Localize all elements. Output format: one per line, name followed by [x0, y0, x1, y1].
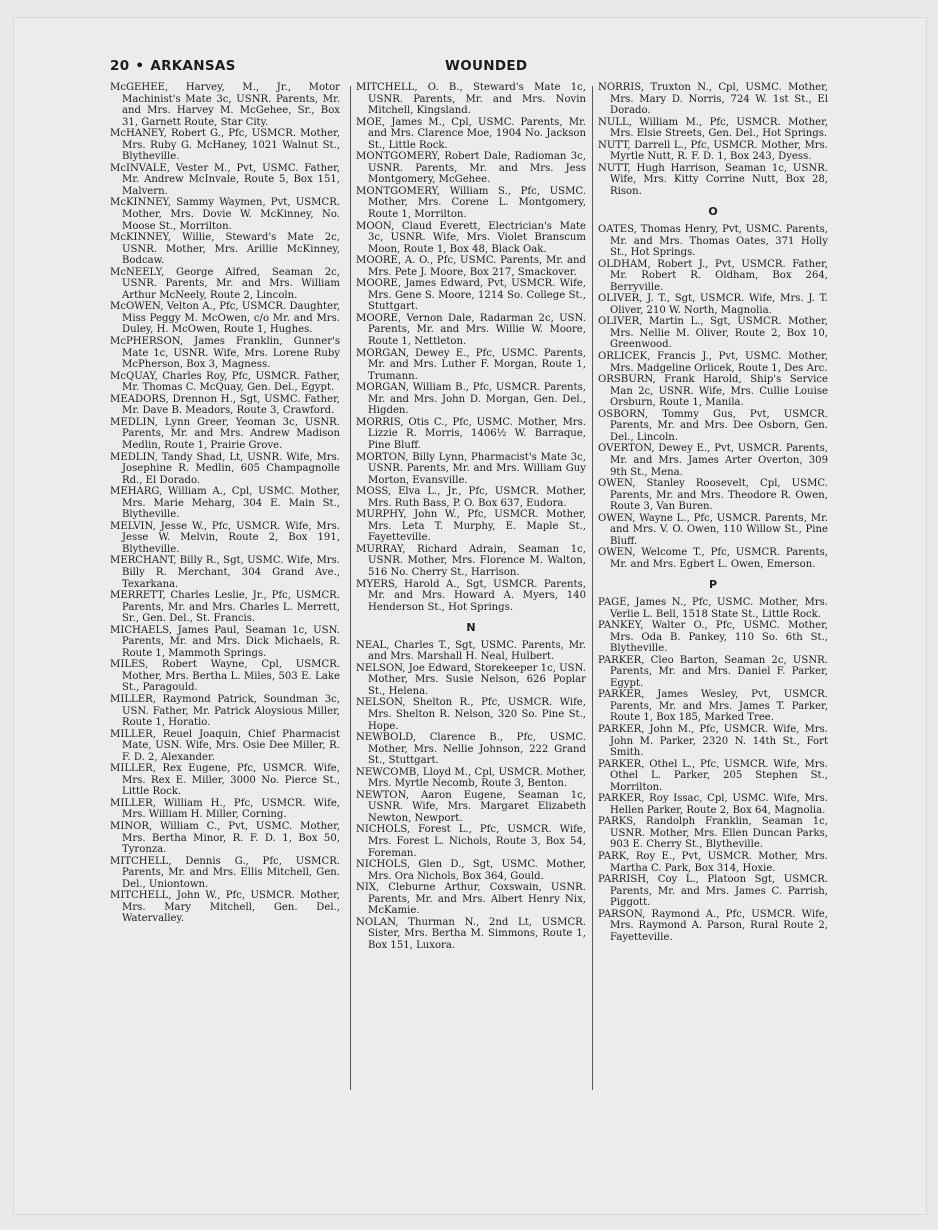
casualty-entry: NELSON, Joe Edward, Storekeeper 1c, USN. Mother, Mrs. Susie Nelson, 626 Poplar St., Helena. — [356, 662, 586, 697]
casualty-entry: NEAL, Charles T., Sgt, USMC. Parents, Mr. and Mrs. Marshall H. Neal, Hulbert. — [356, 639, 586, 663]
casualty-entry: MOORE, James Edward, Pvt, USMCR. Wife, Mrs. Gene S. Moore, 1214 So. College St., Stuttgart. — [356, 278, 586, 313]
casualty-entry: PANKEY, Walter O., Pfc, USMC. Mother, Mrs. Oda B. Pankey, 110 So. 6th St., Blytheville. — [598, 620, 828, 655]
casualty-entry: MITCHELL, John W., Pfc, USMCR. Mother, Mrs. Mary Mitchell, Gen. Del., Watervalley. — [110, 890, 340, 925]
casualty-entry: MORGAN, Dewey E., Pfc, USMC. Parents, Mr. and Mrs. Luther F. Morgan, Route 1, Trumann. — [356, 347, 586, 382]
casualty-entry: NICHOLS, Glen D., Sgt, USMC. Mother, Mrs. Ora Nichols, Box 364, Gould. — [356, 859, 586, 882]
casualty-entry: MICHAELS, James Paul, Seaman 1c, USN. Parents, Mr. and Mrs. Dick Michaels, R. Route 1, Mammoth Springs. — [110, 624, 340, 659]
casualty-entry: McHANEY, Robert G., Pfc, USMCR. Mother, Mrs. Ruby G. McHaney, 1021 Walnut St., Blytheville. — [110, 128, 340, 163]
casualty-entry: PARSON, Raymond A., Pfc, USMCR. Wife, Mrs. Raymond A. Parson, Rural Route 2, Fayetteville. — [598, 908, 828, 943]
casualty-entry: OATES, Thomas Henry, Pvt, USMC. Parents, Mr. and Mrs. Thomas Oates, 371 Holly St., Hot Springs. — [598, 224, 828, 259]
casualty-entry: MEDLIN, Lynn Greer, Yeoman 3c, USNR. Parents, Mr. and Mrs. Andrew Madison Medlin, Route 1, Prairie Grove. — [110, 416, 340, 451]
casualty-entry: McKINNEY, Willie, Steward's Mate 2c, USNR. Mother, Mrs. Arillie McKinney, Bodcaw. — [110, 232, 340, 267]
casualty-entry: MEHARG, William A., Cpl, USMC. Mother, Mrs. Marie Meharg, 304 E. Main St., Blytheville. — [110, 486, 340, 521]
casualty-entry: NUTT, Hugh Harrison, Seaman 1c, USNR. Wife, Mrs. Kitty Corrine Nutt, Box 28, Rison. — [598, 162, 828, 197]
column-divider — [350, 86, 351, 1090]
casualty-entry: OWEN, Welcome T., Pfc, USMCR. Parents, Mr. and Mrs. Egbert L. Owen, Emerson. — [598, 547, 828, 570]
casualty-entry: NOLAN, Thurman N., 2nd Lt, USMCR. Sister, Mrs. Bertha M. Simmons, Route 1, Box 151, Luxora. — [356, 916, 586, 951]
casualty-entry: MELVIN, Jesse W., Pfc, USMCR. Wife, Mrs. Jesse W. Melvin, Route 2, Box 191, Blytheville. — [110, 520, 340, 555]
casualty-entry: MERRETT, Charles Leslie, Jr., Pfc, USMCR. Parents, Mr. and Mrs. Charles L. Merrett, Sr., Gen. Del., St. Francis. — [110, 590, 340, 625]
casualty-entry: MITCHELL, Dennis G., Pfc, USMCR. Parents, Mr. and Mrs. Ellis Mitchell, Gen. Del., Uniontown. — [110, 855, 340, 890]
section-letter: P — [708, 578, 718, 592]
column-3 — [598, 82, 828, 943]
casualty-entry: OLDHAM, Robert J., Pvt, USMCR. Father, Mr. Robert R. Oldham, Box 264, Berryville. — [598, 258, 828, 293]
page-number: 20 — [110, 58, 130, 74]
casualty-entry: NEWCOMB, Lloyd M., Cpl, USMCR. Mother, Mrs. Myrtle Necomb, Route 3, Benton. — [356, 766, 586, 790]
casualty-entry: MILLER, Rex Eugene, Pfc, USMCR. Wife, Mrs. Rex E. Miller, 3000 No. Pierce St., Little Rock. — [110, 763, 340, 798]
casualty-entry: PARKER, Othel L., Pfc, USMCR. Wife, Mrs. Othel L. Parker, 205 Stephen St., Morrilton. — [598, 758, 828, 793]
casualty-entry: PARKER, Cleo Barton, Seaman 2c, USNR. Parents, Mr. and Mrs. Daniel F. Parker, Egypt. — [598, 654, 828, 689]
column-2 — [356, 82, 586, 951]
casualty-entry: MOORE, Vernon Dale, Radarman 2c, USN. Parents, Mr. and Mrs. Willie W. Moore, Route 1, Nettleton. — [356, 312, 586, 348]
casualty-entry: MERCHANT, Billy R., Sgt, USMC. Wife, Mrs. Billy R. Merchant, 304 Grand Ave., Texarkana. — [110, 555, 340, 590]
casualty-entry: ORLICEK, Francis J., Pvt, USMC. Mother, Mrs. Madgeline Orlicek, Route 1, Des Arc. — [598, 351, 828, 374]
casualty-entry: PARKER, John M., Pfc, USMCR. Wife, Mrs. John M. Parker, 2320 N. 14th St., Fort Smith. — [598, 723, 828, 759]
casualty-entry: MOE, James M., Cpl, USMC. Parents, Mr. and Mrs. Clarence Moe, 1904 No. Jackson St., Little Rock. — [356, 116, 586, 151]
casualty-entry: MILES, Robert Wayne, Cpl, USMCR. Mother, Mrs. Bertha L. Miles, 503 E. Lake St., Paragould. — [110, 659, 340, 694]
casualty-entry: OWEN, Wayne L., Pfc, USMCR. Parents, Mr. and Mrs. V. O. Owen, 110 Willow St., Pine Bluff. — [598, 512, 828, 547]
casualty-entry: MYERS, Harold A., Sgt, USMCR. Parents, Mr. and Mrs. Howard A. Myers, 140 Henderson St., Hot Springs. — [356, 578, 586, 613]
casualty-entry: NULL, William M., Pfc, USMCR. Mother, Mrs. Elsie Streets, Gen. Del., Hot Springs. — [598, 116, 828, 140]
casualty-entry: McKINNEY, Sammy Waymen, Pvt, USMCR. Mother, Mrs. Dovie W. McKinney, No. Moose St., Morrilton. — [110, 197, 340, 232]
header-left — [110, 58, 236, 74]
casualty-entry: PAGE, James N., Pfc, USMC. Mother, Mrs. Verlie L. Bell, 1518 State St., Little Rock. — [598, 596, 828, 620]
casualty-entry: MURRAY, Richard Adrain, Seaman 1c, USNR. Mother, Mrs. Florence M. Walton, 516 No. Cherry St., Harrison. — [356, 543, 586, 578]
casualty-entry: MOON, Claud Everett, Electrician's Mate 3c, USNR. Wife, Mrs. Violet Branscum Moon, Route 1, Box 48, Black Oak. — [356, 220, 586, 255]
casualty-entry: NUTT, Darrell L., Pfc, USMCR. Mother, Mrs. Myrtle Nutt, R. F. D. 1, Box 243, Dyess. — [598, 139, 828, 163]
casualty-entry: MOORE, A. O., Pfc, USMC. Parents, Mr. and Mrs. Pete J. Moore, Box 217, Smackover. — [356, 255, 586, 278]
casualty-entry: NORRIS, Truxton N., Cpl, USMC. Mother, Mrs. Mary D. Norris, 724 W. 1st St., El Dorado. — [598, 82, 828, 117]
section-letter: O — [708, 205, 718, 219]
casualty-entry: PARRISH, Coy L., Platoon Sgt, USMCR. Parents, Mr. and Mrs. James C. Parrish, Piggott. — [598, 874, 828, 909]
casualty-entry: McNEELY, George Alfred, Seaman 2c, USNR. Parents, Mr. and Mrs. William Arthur McNeely, Route 2, Lincoln. — [110, 266, 340, 301]
casualty-entry: PARKER, James Wesley, Pvt, USMCR. Parents, Mr. and Mrs. James T. Parker, Route 1, Box 185, Marked Tree. — [598, 689, 828, 724]
casualty-entry: OVERTON, Dewey E., Pvt, USMCR. Parents, Mr. and Mrs. James Arter Overton, 309 9th St., Mena. — [598, 443, 828, 478]
casualty-entry: NIX, Cleburne Arthur, Coxswain, USNR. Parents, Mr. and Mrs. Albert Henry Nix, McKamie. — [356, 882, 586, 917]
casualty-entry: PARKER, Roy Issac, Cpl, USMC. Wife, Mrs. Hellen Parker, Route 2, Box 64, Magnolia. — [598, 793, 828, 816]
casualty-entry: MEDLIN, Tandy Shad, Lt, USNR. Wife, Mrs. Josephine R. Medlin, 605 Champagnolle Rd., El Dorado. — [110, 451, 340, 486]
casualty-entry: McPHERSON, James Franklin, Gunner's Mate 1c, USNR. Wife, Mrs. Lorene Ruby McPherson, Box 3, Magness. — [110, 336, 340, 371]
column-divider — [592, 86, 593, 1090]
casualty-entry: MONTGOMERY, Robert Dale, Radioman 3c, USNR. Parents, Mr. and Mrs. Jess Montgomery, McGehee. — [356, 151, 586, 186]
casualty-entry: MURPHY, John W., Pfc, USMCR. Mother, Mrs. Leta T. Murphy, E. Maple St., Fayetteville. — [356, 509, 586, 544]
casualty-entry: MORGAN, William B., Pfc, USMCR. Parents, Mr. and Mrs. John D. Morgan, Gen. Del., Higden. — [356, 382, 586, 417]
casualty-entry: MORRIS, Otis C., Pfc, USMC. Mother, Mrs. Lizzie R. Morris, 1406½ W. Barraque, Pine Bluff. — [356, 416, 586, 451]
page-header — [110, 58, 848, 76]
casualty-entry: OWEN, Stanley Roosevelt, Cpl, USMC. Parents, Mr. and Mrs. Theodore R. Owen, Route 3, Van Buren. — [598, 478, 828, 513]
casualty-entry: MEADORS, Drennon H., Sgt, USMC. Father, Mr. Dave B. Meadors, Route 3, Crawford. — [110, 393, 340, 417]
casualty-entry: MOSS, Elva L., Jr., Pfc, USMCR. Mother, Mrs. Ruth Bass, P. O. Box 637, Eudora. — [356, 486, 586, 509]
casualty-entry: McOWEN, Velton A., Pfc, USMCR. Daughter, Miss Peggy M. McOwen, c/o Mr. and Mrs. Duley, H. McOwen, Route 1, Hughes. — [110, 301, 340, 336]
casualty-entry: MILLER, Raymond Patrick, Soundman 3c, USN. Father, Mr. Patrick Aloysious Miller, Route 1, Horatio. — [110, 693, 340, 729]
casualty-entry: MINOR, William C., Pvt, USMC. Mother, Mrs. Bertha Minor, R. F. D. 1, Box 50, Tyronza. — [110, 821, 340, 856]
casualty-entry: MILLER, William H., Pfc, USMCR. Wife, Mrs. William H. Miller, Corning. — [110, 797, 340, 821]
column-1 — [110, 82, 340, 925]
casualty-entry: MORTON, Billy Lynn, Pharmacist's Mate 3c, USNR. Parents, Mr. and Mrs. William Guy Morton, Evansville. — [356, 451, 586, 486]
casualty-entry: McQUAY, Charles Roy, Pfc, USMCR. Father, Mr. Thomas C. McQuay, Gen. Del., Egypt. — [110, 370, 340, 394]
casualty-entry: OSBORN, Tommy Gus, Pvt, USMCR. Parents, Mr. and Mrs. Dee Osborn, Gen. Del., Lincoln. — [598, 408, 828, 443]
casualty-entry: NELSON, Shelton R., Pfc, USMCR. Wife, Mrs. Shelton R. Nelson, 320 So. Pine St., Hope. — [356, 697, 586, 732]
casualty-entry: NEWBOLD, Clarence B., Pfc, USMC. Mother, Mrs. Nellie Johnson, 222 Grand St., Stuttgart. — [356, 732, 586, 767]
section-title: WOUNDED — [445, 58, 528, 74]
casualty-entry: NEWTON, Aaron Eugene, Seaman 1c, USNR. Wife, Mrs. Margaret Elizabeth Newton, Newport. — [356, 789, 586, 824]
casualty-entry: McINVALE, Vester M., Pvt, USMC. Father, Mr. Andrew McInvale, Route 5, Box 151, Malvern. — [110, 162, 340, 197]
state-name: ARKANSAS — [150, 58, 236, 74]
casualty-entry: McGEHEE, Harvey, M., Jr., Motor Machinist's Mate 3c, USNR. Parents, Mr. and Mrs. Harvey M. McGehee, Sr., Box 31, Garnett Route, Star City. — [110, 82, 340, 128]
casualty-entry: MILLER, Reuel Joaquin, Chief Pharmacist Mate, USN. Wife, Mrs. Osie Dee Miller, R. F. D. 2, Alexander. — [110, 728, 340, 763]
casualty-entry: PARK, Roy E., Pvt, USMCR. Mother, Mrs. Martha C. Park, Box 314, Hoxie. — [598, 851, 828, 874]
casualty-entry: MITCHELL, O. B., Steward's Mate 1c, USNR. Parents, Mr. and Mrs. Novin Mitchell, Kingsland. — [356, 82, 586, 117]
bullet-separator: • — [135, 58, 145, 74]
casualty-entry: PARKS, Randolph Franklin, Seaman 1c, USNR. Mother, Mrs. Ellen Duncan Parks, 903 E. Cherry St., Blytheville. — [598, 816, 828, 851]
section-letter: N — [466, 621, 476, 635]
casualty-entry: MONTGOMERY, William S., Pfc, USMC. Mother, Mrs. Corene L. Montgomery, Route 1, Morrilton. — [356, 185, 586, 221]
casualty-entry: OLIVER, J. T., Sgt, USMCR. Wife, Mrs. J. T. Oliver, 210 W. North, Magnolia. — [598, 293, 828, 316]
casualty-entry: NICHOLS, Forest L., Pfc, USMCR. Wife, Mrs. Forest L. Nichols, Route 3, Box 54, Foreman. — [356, 824, 586, 859]
casualty-entry: OLIVER, Martin L., Sgt, USMCR. Mother, Mrs. Nellie M. Oliver, Route 2, Box 10, Greenwood. — [598, 316, 828, 351]
casualty-entry: ORSBURN, Frank Harold, Ship's Service Man 2c, USNR. Wife, Mrs. Cullie Louise Orsburn, Route 1, Manila. — [598, 374, 828, 409]
